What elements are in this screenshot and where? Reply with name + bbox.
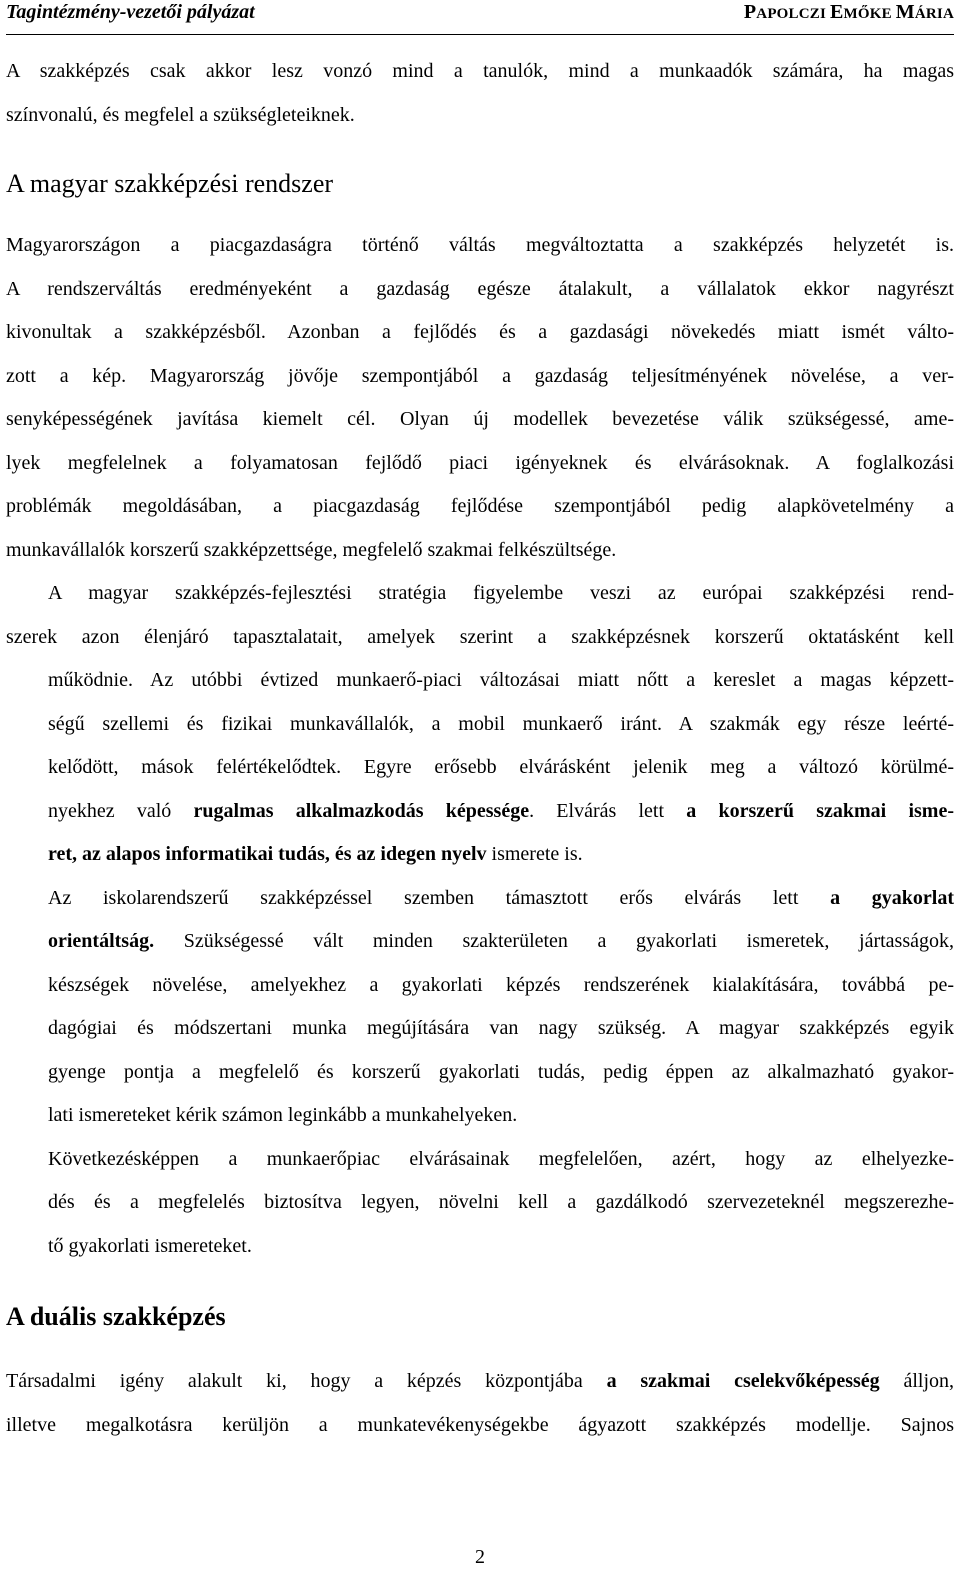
section1-paragraph-4: Következésképpen a munkaerőpiac elvárásainak megfelelően, azért, hogy az elhelyezke- dés és a megfelelés biztosítva legyen, növelni kell a gazdálkodó szervezeteknél megszerezhe- tő gyakorlati ismereteket.	[48, 1147, 954, 1257]
header-author-name: PAPOLCZI EMŐKE MÁRIA	[743, 1, 954, 23]
section-heading-szakkepzesi-rendszer: A magyar szakképzési rendszer	[6, 169, 334, 198]
emphasis-gyakorlat: a gyakorlat	[830, 886, 954, 909]
section2-paragraph-1: Társadalmi igény alakult ki, hogy a képzés központjába a szakmai cselekvőképesség álljon, illetve megalkotásra kerüljön a munkatevékenységekbe ágyazott szakképzés modellje. Sajnos	[6, 1370, 955, 1436]
section1-paragraph-2: A magyar szakképzés-fejlesztési stratégia figyelembe veszi az európai szakképzési rend- szerek azon élenjáró tapasztalatait, amelyek szerint a szakképzésnek korszerű oktatásként kell működnie. Az utóbbi évtized munkaerő-piaci változásai miatt nőtt a kereslet a magas képzett- ségű szellemi és fizikai munkavállalók, a mobil munkaerő iránt. A szakmák egy része leérté- kelődött, mások felértékelődtek. Egyre erősebb elvárásként jelenik meg a változó körülmé- nyekhez való rugalmas alkalmazkodás képessége. Elvárás lett a korszerű szakmai isme- ret, az alapos informatikai tudás, és az idegen nyelv ismerete is.	[6, 582, 954, 865]
page-header	[6, 0, 954, 35]
emphasis-orientaltsag: orientáltság.	[48, 930, 155, 952]
page-number: 2	[475, 1546, 485, 1568]
section1-paragraph-3: Az iskolarendszerű szakképzéssel szemben támasztott erős elvárás lett a gyakorlat orientáltság. Szükségessé vált minden szakterületen a gyakorlati ismeretek, jártasságok, készségek növelése, amelyekhez a gyakorlati képzés rendszerének kialakítására, továbbá pe- dagógiai és módszertani munka megújítására van nagy szükség. A magyar szakképzés egyik gyenge pontja a megfelelő és korszerű gyakorlati tudás, pedig éppen az alkalmazható gyakor- lati ismereteket kérik számon leginkább a munkahelyeken.	[48, 886, 954, 1126]
section-heading-dualis-szakkepzes: A duális szakképzés	[6, 1302, 226, 1331]
emphasis-informatikai-tudas: ret, az alapos informatikai tudás, és az idegen nyelv	[48, 843, 487, 865]
section1-paragraph-1: Magyarországon a piacgazdaságra történő váltás megváltoztatta a szakképzés helyzetét is. A rendszerváltás eredményeként a gazdaság egésze átalakult, a vállalatok ekkor nagyrészt kivonultak a szakképzésből. Azonban a fejlődés és a gazdasági növekedés miatt ismét válto- zott a kép. Magyarország jövője szempontjából a gazdaság teljesítményének növelése, a ver- senyképességének javítása kiemelt cél. Olyan új modellek bevezetése válik szükségessé, ame- lyek megfelelnek a folyamatosan fejlődő piaci igényeknek és elvárásoknak. A foglalkozási problémák megoldásában, a piacgazdaság fejlődése szempontjából pedig alapkövetelmény a munkavállalók korszerű szakképzettsége, megfelelő szakmai felkészültsége.	[6, 234, 954, 561]
page-content	[6, 50, 954, 1447]
header-document-title: Tagintézmény-vezetői pályázat	[6, 1, 255, 23]
emphasis-korszeru-szakmai: a korszerű szakmai isme-	[686, 799, 954, 822]
emphasis-szakmai-cselekvokepesseg: a szakmai cselekvőképesség	[606, 1370, 880, 1392]
emphasis-rugalmas-alkalmazkodas: rugalmas alkalmazkodás képessége	[193, 799, 530, 822]
intro-paragraph: A szakképzés csak akkor lesz vonzó mind a tanulók, mind a munkaadók számára, ha magas színvonalú, és megfelel a szükségleteiknek.	[6, 60, 954, 126]
